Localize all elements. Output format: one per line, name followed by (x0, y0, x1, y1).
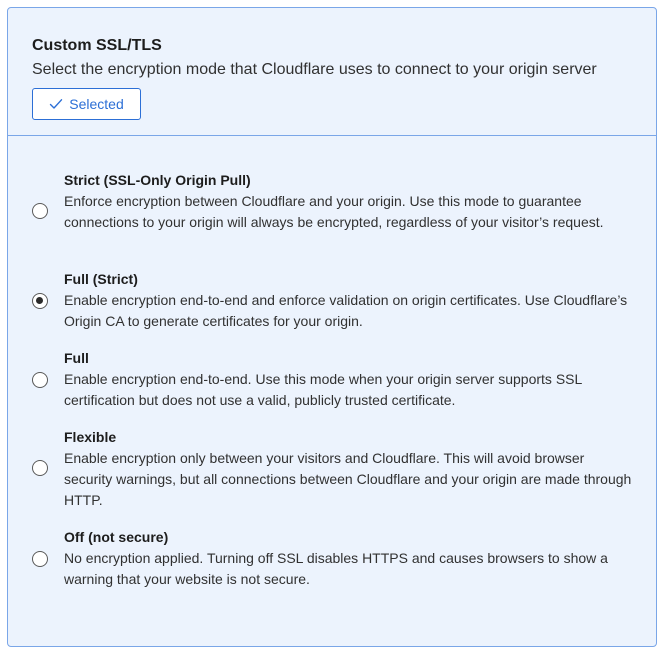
option-text (64, 348, 634, 411)
option-description: Enable encryption end-to-end. Use this mode when your origin server supports SSL certification but does not use a valid, publicly trusted certificate. (64, 371, 582, 408)
ssl-mode-panel (7, 7, 657, 647)
option-title: Flexible (64, 429, 117, 445)
checkmark-icon (49, 98, 63, 110)
option-text (64, 527, 634, 590)
option-text (64, 269, 634, 332)
option-title: Strict (SSL-Only Origin Pull) (64, 172, 251, 188)
radio-flexible[interactable] (32, 460, 48, 476)
option-description: No encryption applied. Turning off SSL disables HTTPS and causes browsers to show a warning that your website is not secure. (64, 550, 608, 587)
option-description: Enable encryption only between your visitors and Cloudflare. This will avoid browser security warnings, but all connections between Cloudflare and your origin are made through HTTP. (64, 450, 632, 508)
radio-off[interactable] (32, 551, 48, 567)
option-description: Enforce encryption between Cloudflare and your origin. Use this mode to guarantee connections to your origin will always be encrypted, regardless of your visitor’s request. (64, 193, 604, 230)
option-description: Enable encryption end-to-end and enforce validation on origin certificates. Use Cloudflare’s Origin CA to generate certificates for your origin. (64, 292, 628, 329)
option-text (64, 427, 634, 511)
radio-strict-ssl-only[interactable] (32, 203, 48, 219)
selected-button-label: Selected (69, 96, 124, 112)
panel-subtitle: Select the encryption mode that Cloudflare uses to connect to your origin server (32, 61, 597, 78)
radio-full[interactable] (32, 372, 48, 388)
selected-button[interactable] (32, 88, 141, 120)
option-title: Full (Strict) (64, 271, 138, 287)
panel-title: Custom SSL/TLS (32, 37, 162, 54)
option-title: Off (not secure) (64, 529, 169, 545)
option-text (64, 170, 634, 233)
option-title: Full (64, 350, 89, 366)
radio-full-strict[interactable] (32, 293, 48, 309)
